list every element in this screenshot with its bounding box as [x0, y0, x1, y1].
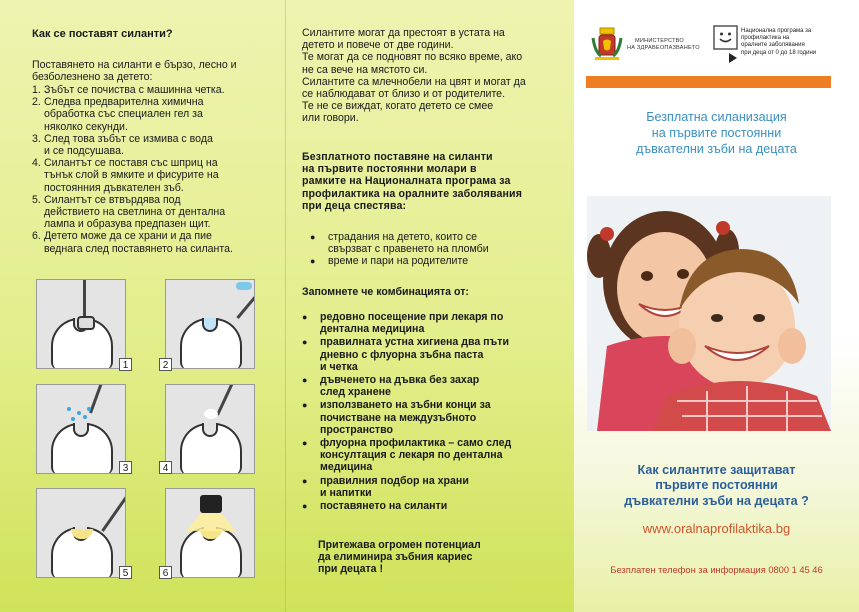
- combo-heading: Запомнете че комбинацията от:: [302, 286, 469, 298]
- step-number-badge: 3: [119, 461, 132, 474]
- list-item: ● правилната устна хигиена два пъти дневно с флуорна зъбна паста и четка: [302, 336, 509, 373]
- protection-question: Как силантите защитават първите постоянни дъвкателни зъби на децата ?: [624, 463, 809, 508]
- list-item: 2. Следва предварителна химична обработка със специален гел за няколко секунди.: [32, 96, 204, 133]
- step-5-illustration: [36, 488, 126, 578]
- smiling-children-image: [587, 196, 831, 431]
- step-number-badge: 2: [159, 358, 172, 371]
- program-mark-icon: [728, 52, 738, 64]
- heading-how-placed: Как се поставят силанти?: [32, 28, 173, 40]
- savings-list: [310, 231, 560, 268]
- list-item: ● правилния подбор на храни и напитки: [302, 474, 469, 499]
- list-item: ● редовно посещение при лекаря по дентална медицина: [302, 311, 504, 336]
- step-number-badge: 4: [159, 461, 172, 474]
- website-link[interactable]: www.oralnaprofilaktika.bg: [642, 521, 791, 536]
- list-item: ● използването на зъбни конци за почистване на междузъбното пространство: [302, 399, 491, 436]
- list-item: 3. След това зъбът се измива с вода и се подсушава.: [32, 132, 213, 158]
- curing-lamp-icon: [200, 495, 222, 513]
- closing-statement: Притежава огромен потенциал да елиминира зъбния кариес при децата !: [318, 539, 481, 576]
- step-2-illustration: [165, 279, 255, 369]
- list-item: ● време и пари на родителите: [310, 255, 469, 268]
- list-item: ● дъвченето на дъвка без захар след хранене: [302, 374, 480, 399]
- water-syringe-icon: [89, 384, 108, 414]
- cover-title: Безплатна силанизация на първите постоянни дъвкателни зъби на децата: [636, 110, 797, 156]
- prevention-list: [302, 311, 562, 512]
- list-item: ● флуорна профилактика – само след консултация с лекаря по дентална медицина: [302, 437, 512, 474]
- step-number-badge: 1: [119, 358, 132, 371]
- step-6-illustration: [165, 488, 255, 578]
- step-1-illustration: [36, 279, 126, 369]
- ministry-name: МИНИСТЕРСТВО НА ЗДРАВЕОПАЗВАНЕТО: [627, 38, 700, 51]
- orange-accent-bar: [586, 76, 831, 88]
- list-item: ● страдания на детето, които се свързват с правенето на пломби: [310, 231, 489, 256]
- sealant-syringe-icon: [101, 491, 126, 532]
- step-3-illustration: [36, 384, 126, 474]
- column-sealant-benefits: [285, 0, 574, 612]
- steps-list: [32, 84, 280, 255]
- list-item: 5. Силантът се втвърдява под действието на светлина от дентална лампа и образува предпазен щит.: [32, 193, 226, 231]
- air-syringe-icon: [216, 384, 239, 416]
- list-item: ● поставянето на силанти: [302, 500, 448, 513]
- national-program-label: Национална програма за профилактика на оралните заболявания при деца от 0 до 18 години: [741, 28, 817, 56]
- children-photo: [587, 196, 831, 431]
- intro-text: Поставянето на силанти е бързо, лесно и безболезнено за детето:: [32, 59, 237, 84]
- column-how-sealants-are-placed: [0, 0, 285, 612]
- info-phone-line: Безплатен телефон за информация 0800 1 45 46: [610, 565, 823, 575]
- step-4-illustration: [165, 384, 255, 474]
- step-number-badge: 5: [119, 566, 132, 579]
- step-number-badge: 6: [159, 566, 172, 579]
- program-smile-logo: [713, 25, 738, 50]
- list-item: 6. Детето може да се храни и да пие веднага след поставянето на силанта.: [32, 230, 233, 255]
- list-item: 1. Зъбът се почиства с машинна четка.: [32, 84, 225, 96]
- free-program-paragraph: Безплатното поставяне на силанти на първите постоянни молари в рамките на Националната програма за профилактика на оралните заболявания при деца спестява:: [302, 151, 523, 212]
- list-item: 4. Силантът се поставя със шприц на тънък слой в ямките и фисурите на постоянния дъвкателен зъб.: [32, 157, 219, 194]
- sealant-duration-paragraph: Силантите могат да престоят в устата на детето и повече от две години. Те могат да се подновят по всяко време, ако не са вече на мястото си. Силантите са млечнобели на цвят и могат да се наблюдават от близо и от родителите. Те не се виждат, когато детето се смее или говори.: [302, 27, 526, 125]
- coat-of-arms-logo: [590, 26, 624, 62]
